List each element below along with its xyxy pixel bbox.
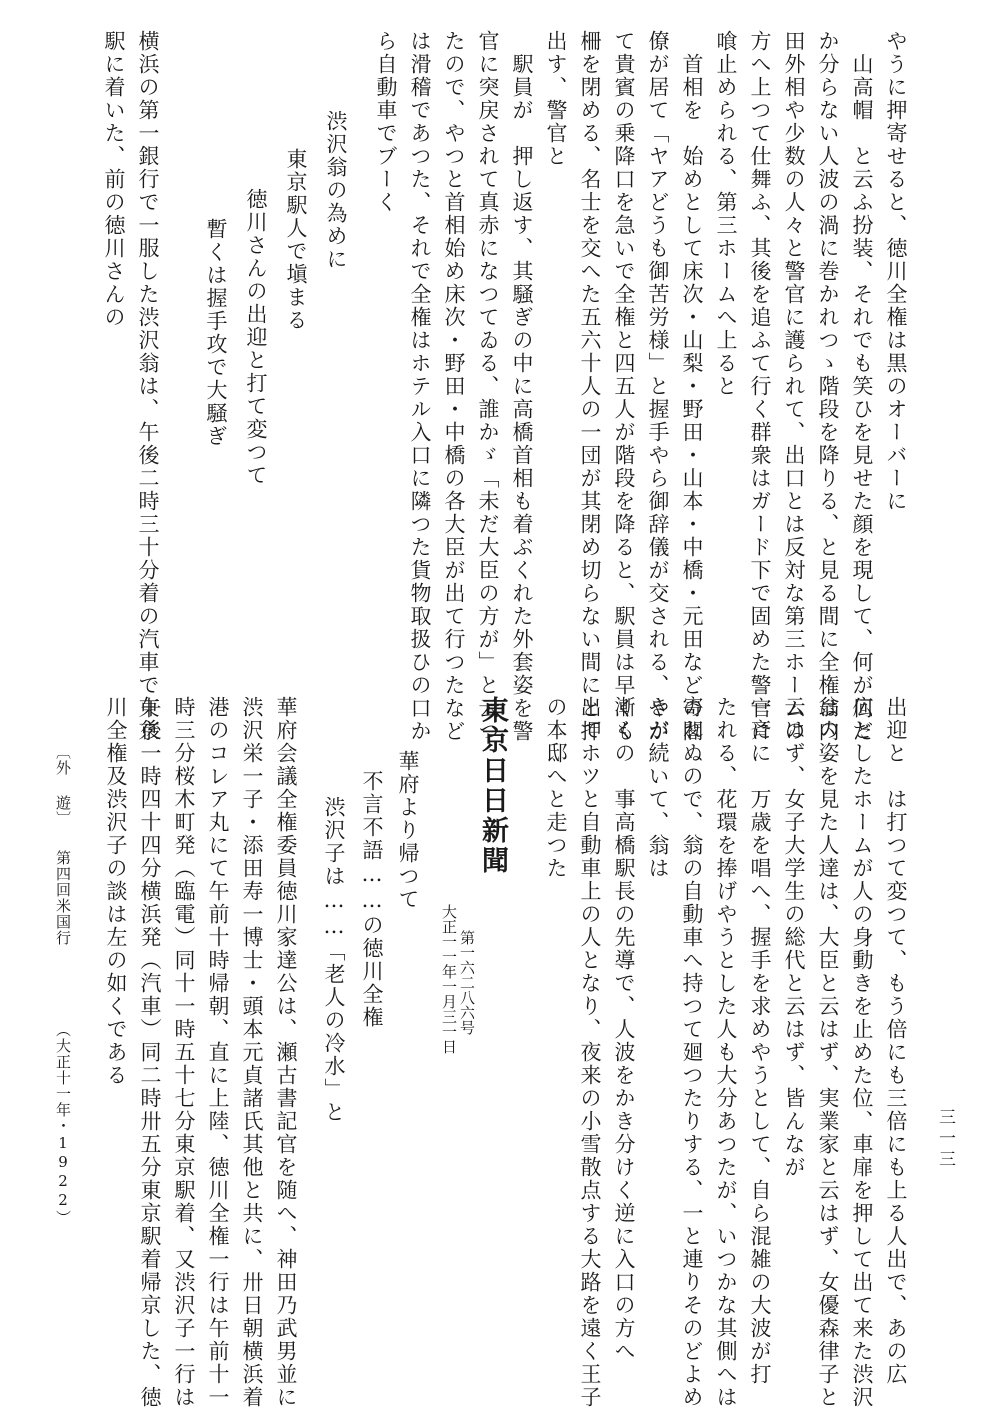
upper-col: か分らない人波の渦に巻かれつゝ階段を降りる、と見る間に全権は内 xyxy=(816,30,840,743)
newspaper-issue: 第一六二八六号 xyxy=(458,930,476,1035)
upper-heading: 徳川さんの出迎と打て変つて xyxy=(244,188,268,487)
running-head-section: 〔外 遊〕 xyxy=(54,744,72,827)
upper-col: て貴賓の乗降口を急いで全権と四五人が階段を降ると、駅員は早くも xyxy=(612,30,636,743)
lower-col: きが続いて、翁は xyxy=(646,696,670,880)
lower-col: 云はず、女子大学生の総代と云はず、皆んなが xyxy=(782,696,806,1179)
newspaper-date: 大正一一年一月三一日 xyxy=(440,904,458,1054)
lower-col: たれる、花環を捧げやうとした人も大分あつたが、いつかな其側へは xyxy=(714,696,738,1409)
upper-col: ら自動車でブーく xyxy=(374,30,398,214)
upper-col: やうに押寄せると、徳川全権は黒のオーバーに xyxy=(884,30,908,513)
lower-col: 漸くの 事高橋駅長の先導で、人波をかき分けく逆に入口の方へ xyxy=(612,696,636,1363)
lower-heading: 渋沢子は……「老人の冷水」と xyxy=(322,796,346,1124)
upper-col: 駅員が 押し返す、其騒ぎの中に高橋首相も着ぶくれた外套姿を警 xyxy=(510,30,534,743)
upper-col: 出す、警官と xyxy=(544,30,568,168)
lower-heading: 華府より帰つて xyxy=(396,750,420,911)
lower-col: の本邸へと走つた xyxy=(544,696,568,880)
running-head-year: （大正十一年・1922） xyxy=(54,1022,72,1226)
upper-col: 首相を 始めとして床次・山梨・野田・山本・中橋・元田などの閣 xyxy=(680,30,704,743)
lower-col: 寄れぬので、翁の自動車へ持つて廻つたりする、一と連りそのどよめ xyxy=(680,696,704,1409)
lower-col: 華府会議全権委員徳川家達公は、瀬古書記官を随へ、神田乃武男並に xyxy=(274,696,298,1409)
upper-heading: 暫くは握手攻で大騒ぎ xyxy=(204,218,228,448)
lower-col: 一斉に 万歳を唱へ、握手を求めやうとして、自ら混雑の大波が打 xyxy=(748,696,772,1386)
lower-col: 時三分桜木町発（臨電）同十一時五十七分東京駅着、又渋沢子一行は xyxy=(172,696,196,1409)
upper-col: たので、やつと首相始め床次・野田・中橋の各大臣が出て行つたなど xyxy=(442,30,466,743)
lower-col: 出てホツと自動車上の人となり、夜来の小雪散点する大路を遠く王子 xyxy=(578,696,602,1409)
lower-col: 港のコレア丸にて午前十時帰朝、直に上陸、徳川全権一行は午前十一 xyxy=(206,696,230,1409)
lower-col: 広としたホームが人の身動きを止めた位、車扉を押して出て来た渋沢 xyxy=(850,696,874,1409)
lower-col: 渋沢栄一子・添田寿一博士・頭本元貞諸氏其他と共に、卅日朝横浜着 xyxy=(240,696,264,1409)
lower-col: 翁の姿を見た人達は、大臣と云はず、実業家と云はず、女優森律子と xyxy=(816,696,840,1409)
upper-col: 横浜の第一銀行で一服した渋沢翁は、午後二時三十分着の汽車で東京 xyxy=(136,30,160,743)
lower-col: 出迎と は打つて変つて、もう倍にも三倍にも上る人出で、あの広 xyxy=(884,696,908,1386)
page-number: 三一三 xyxy=(935,1108,955,1171)
upper-col: 駅に着いた、前の徳川さんの xyxy=(102,30,126,329)
lower-col: 川全権及渋沢子の談は左の如くである xyxy=(104,696,128,1087)
lower-col: 午後一時四十四分横浜発（汽車）同二時卅五分東京駅着帰京した、徳 xyxy=(138,696,162,1409)
upper-heading: 渋沢翁の為めに xyxy=(324,110,348,271)
lower-heading: 不言不語……の徳川全権 xyxy=(360,770,384,1029)
upper-col: 山高帽 と云ふ扮装、それでも笑ひを見せた顔を現して、何が何だ xyxy=(850,30,874,743)
upper-col: 官に突戻されて真赤になつてゐる、誰かゞ「未だ大臣の方が」と云つ xyxy=(476,30,500,743)
upper-col: 僚が居て「ヤアどうも御苦労様」と握手やら御辞儀が交される、やが xyxy=(646,30,670,743)
upper-heading: 東京駅人で塡まる xyxy=(284,148,308,332)
newspaper-title: 東京日日新聞 xyxy=(477,696,508,876)
upper-col: は滑稽であつた、それで全権はホテル入口に隣つた貨物取扱ひの口か xyxy=(408,30,432,743)
upper-col: 柵を閉める、名士を交へた五六十人の一団が其閉め切らない間にと押 xyxy=(578,30,602,743)
running-head-chapter: 第四回米国行 xyxy=(54,850,72,946)
upper-col: 田外相や少数の人々と警官に護られて、出口とは反対な第三ホームの xyxy=(782,30,806,743)
upper-col: 方へ上つて仕舞ふ、其後を追ふて行く群衆はガード下で固めた警官に xyxy=(748,30,772,743)
upper-col: 喰止められる、第三ホームへ上ると xyxy=(714,30,738,398)
